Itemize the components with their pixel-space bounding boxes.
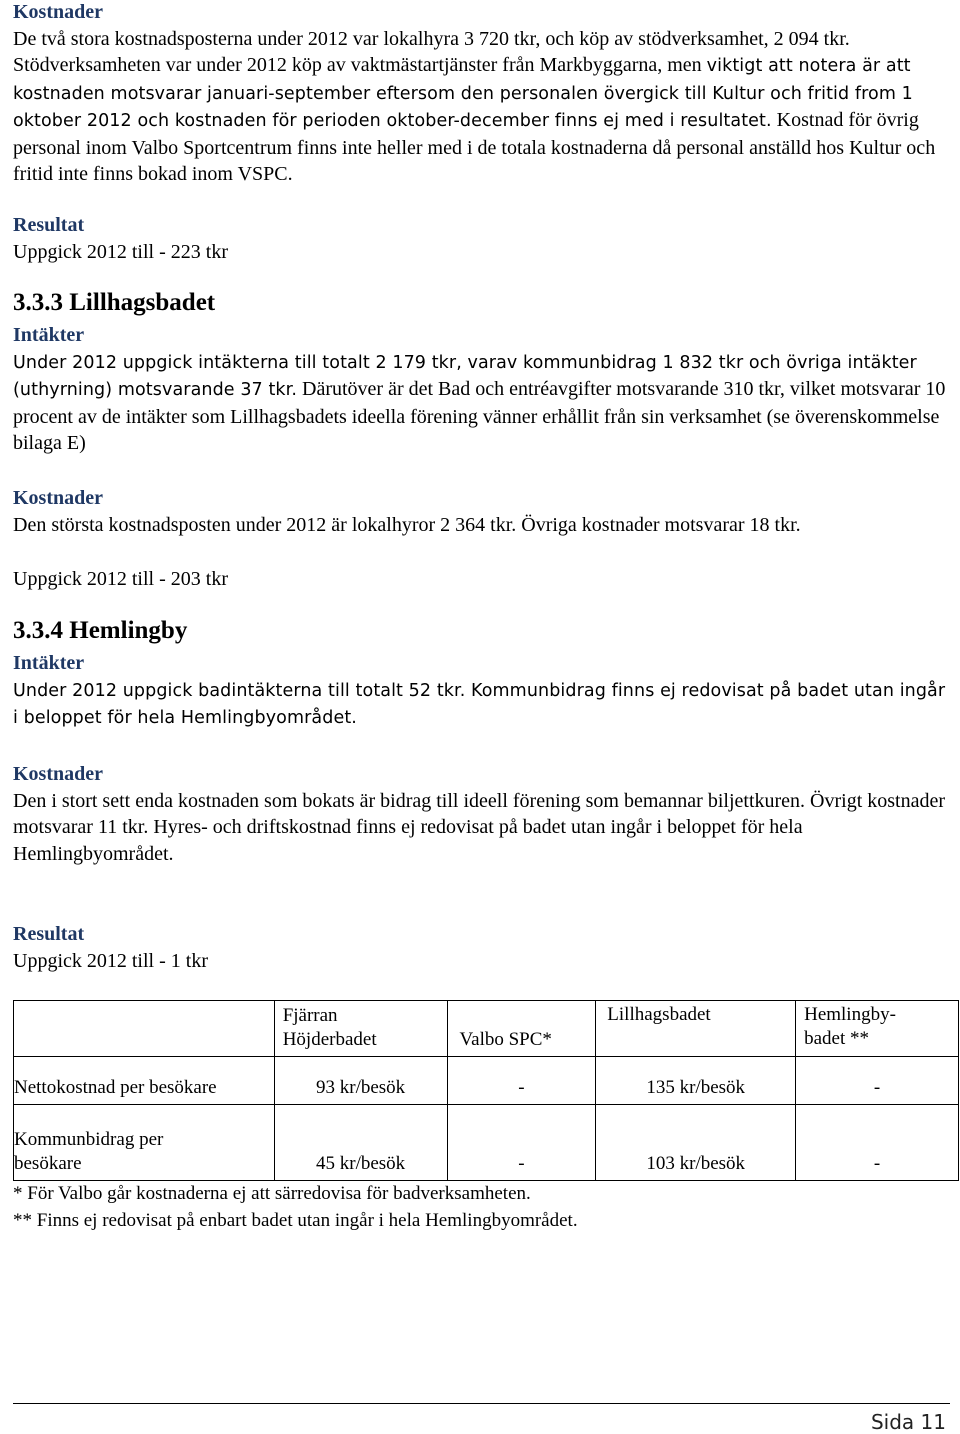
table-header-row (14, 1001, 959, 1057)
table-cell: 93 kr/besök (274, 1057, 447, 1105)
paragraph-text: De två stora kostnadsposterna under 2012 var lokalhyra 3 720 tkr, och köp av stödverksamhet, 2 094 tkr. Stödverksamheten var under 2012 köp av vaktmästartjänster från Markbyggarna, men (13, 27, 850, 76)
footnotes (13, 1181, 948, 1234)
paragraph-text: Den i stort sett enda kostnaden som bokats är bidrag till ideell förening som bemannar biljettkuren. Övrigt kostnader motsvarar 11 tkr. Hyres- och driftskostnad finns ej redovisat på badet utan ingår i beloppet för hela Hemlingbyområdet. (13, 789, 946, 865)
result-section-valbo (13, 212, 948, 265)
header-text: Höjderbadet (282, 1029, 377, 1050)
table-header-cell (274, 1001, 447, 1057)
table-cell: 135 kr/besök (596, 1057, 796, 1105)
paragraph-text: Därutöver är det Bad och entréavgifter motsvarande 310 tkr, vilket motsvarar 10 procent av de intäkter som Lillhagsbadets ideella förening vänner erhållit från sin verksamhet (se överenskommelse bilaga E) (13, 378, 946, 454)
table-cell: - (796, 1105, 959, 1181)
result-text-lillhagsbadet: Uppgick 2012 till - 203 tkr (13, 568, 228, 590)
page-number: Sida 11 (870, 1410, 946, 1434)
result-text: Uppgick 2012 till - 223 tkr (13, 240, 228, 263)
result-text: Uppgick 2012 till - 1 tkr (13, 949, 208, 972)
paragraph (13, 677, 948, 732)
table-row (14, 1057, 959, 1105)
table-cell: - (447, 1105, 596, 1181)
table-cell: - (796, 1057, 959, 1105)
header-text: badet ** (804, 1028, 869, 1049)
paragraph (13, 349, 948, 457)
section-lillhagsbadet (13, 288, 948, 457)
paragraph (13, 26, 948, 188)
section-title: 3.3.3 Lillhagsbadet (13, 289, 216, 316)
table-cell-label (14, 1105, 275, 1181)
table-header-cell (14, 1001, 275, 1057)
table-header-cell: Valbo SPC* (447, 1001, 596, 1057)
table-cell: - (447, 1057, 596, 1105)
table-cell-label: Nettokostnad per besökare (14, 1057, 275, 1105)
section-heading: Kostnader (13, 487, 103, 509)
label-text: besökare (14, 1153, 82, 1174)
section-heading: Intäkter (13, 324, 85, 346)
footnote: ** Finns ej redovisat på enbart badet utan ingår i hela Hemlingbyområdet. (13, 1209, 578, 1231)
paragraph-text: viktigt att notera är att kostnaden motsvarar januari-september eftersom den personalen övergick till Kultur och fritid from 1 oktober 2012 och kostnaden för perioden oktober-december finns ej med i resultatet. (13, 56, 913, 131)
comparison-table (13, 1000, 959, 1181)
paragraph-text: Den största kostnadsposten under 2012 är lokalhyror 2 364 tkr. Övriga kostnader motsvarar 18 tkr. (13, 513, 801, 536)
table-cell: 45 kr/besök (274, 1105, 447, 1181)
costs-section-hemlingby (13, 761, 948, 867)
result-section-hemlingby (13, 921, 948, 974)
paragraph-text: Kostnad för övrig personal inom Valbo Sportcentrum finns inte heller med i de totala kostnaderna då personal anställd hos Kultur och fritid inte finns bokad inom VSPC. (13, 109, 936, 185)
header-text: Fjärran (282, 1005, 338, 1026)
costs-section-valbo (13, 0, 948, 188)
paragraph-text: Under 2012 uppgick badintäkterna till totalt 52 tkr. Kommunbidrag finns ej redovisat på badet utan ingår i beloppet för hela Hemlingbyområdet. (13, 680, 946, 728)
section-heading: Kostnader (13, 763, 103, 785)
table-row (14, 1105, 959, 1181)
costs-section-lillhagsbadet (13, 485, 948, 538)
footer-divider (13, 1403, 950, 1404)
table-header-cell (796, 1001, 959, 1057)
section-title: 3.3.4 Hemlingby (13, 617, 188, 644)
section-heading: Resultat (13, 214, 85, 236)
section-heading: Kostnader (13, 1, 103, 23)
table-cell: 103 kr/besök (596, 1105, 796, 1181)
section-heading: Intäkter (13, 652, 85, 674)
label-text: Kommunbidrag per (14, 1129, 164, 1150)
header-text: Hemlingby- (804, 1004, 896, 1025)
footnote: * För Valbo går kostnaderna ej att särredovisa för badverksamheten. (13, 1183, 531, 1204)
table-header-cell: Lillhagsbadet (596, 1001, 796, 1057)
section-hemlingby (13, 616, 948, 732)
paragraph-text: Under 2012 uppgick intäkterna till totalt 2 179 tkr, varav kommunbidrag 1 832 tkr och övriga intäkter (uthyrning) motsvarande 37 tkr. (13, 352, 917, 400)
section-heading: Resultat (13, 923, 85, 945)
